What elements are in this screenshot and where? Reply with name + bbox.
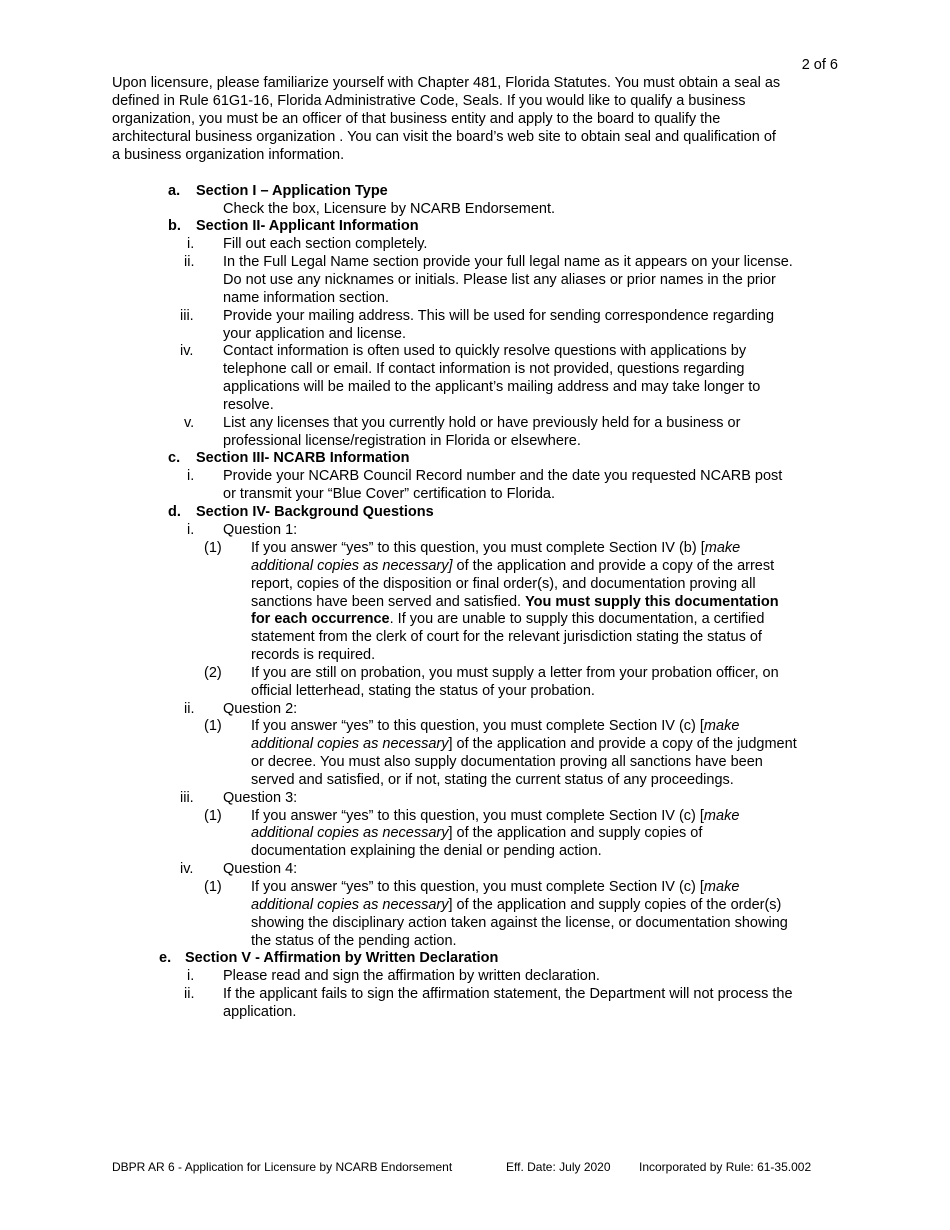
section-a-marker: a. — [168, 183, 181, 199]
paragraph-line — [251, 539, 740, 557]
sub-marker: (1) — [204, 808, 222, 824]
text-run: . If you are unable to supply this documentation, a certified — [389, 611, 765, 627]
section-d-marker: d. — [168, 504, 181, 520]
text-run: ] of the application and supply copies of — [448, 825, 703, 841]
text-run: ] of the application and supply copies of the order(s) — [448, 897, 782, 913]
list-marker: iii. — [180, 308, 194, 324]
list-item-line: your application and license. — [223, 326, 406, 342]
list-item-line: telephone call or email. If contact information is not provided, questions regarding — [223, 361, 745, 377]
paragraph-line: statement from the clerk of court for the relevant jurisdiction stating the status of — [251, 629, 762, 645]
intro-line: Upon licensure, please familiarize yourself with Chapter 481, Florida Statutes. You must obtain a seal as — [112, 75, 781, 91]
text-run: sanctions have been served and satisfied. — [251, 594, 526, 610]
text-run: ] of the application and provide a copy of the judgment — [448, 736, 797, 752]
section-c-marker: c. — [168, 450, 181, 466]
paragraph-line: records is required. — [251, 647, 376, 663]
section-e-title: Section V - Affirmation by Written Declaration — [185, 950, 499, 966]
list-item-line: Do not use any nicknames or initials. Please list any aliases or prior names in the prior — [223, 272, 776, 288]
list-marker: v. — [184, 415, 195, 431]
list-item-line: application. — [223, 1004, 297, 1020]
paragraph-line — [251, 610, 764, 628]
list-marker: i. — [187, 236, 195, 252]
intro-line: defined in Rule 61G1-16, Florida Administrative Code, Seals. If you would like to qualify a business — [112, 93, 746, 109]
list-marker: i. — [187, 468, 195, 484]
list-item-line: Fill out each section completely. — [223, 236, 428, 252]
intro-line: architectural business organization . You can visit the board’s web site to obtain seal and qualification of — [112, 129, 776, 145]
list-item-line: Provide your NCARB Council Record number and the date you requested NCARB post — [223, 468, 783, 484]
section-c-title: Section III- NCARB Information — [196, 450, 410, 466]
italic-text: make — [703, 808, 740, 824]
italic-text: make — [703, 879, 740, 895]
question-label: Question 1: — [223, 522, 298, 538]
question-label: Question 2: — [223, 701, 298, 717]
list-marker: ii. — [184, 986, 195, 1002]
paragraph-line — [251, 824, 702, 842]
paragraph-line: served and satisfied, or if not, stating the current status of any proceedings. — [251, 772, 734, 788]
list-item-line: name information section. — [223, 290, 390, 306]
list-item-line: If the applicant fails to sign the affirmation statement, the Department will not process the — [223, 986, 793, 1002]
bold-text: You must supply this documentation — [525, 594, 779, 610]
sub-marker: (1) — [204, 879, 222, 895]
paragraph-line: report, copies of the disposition or final order(s), and documentation proving all — [251, 576, 756, 592]
footer-eff-date: Eff. Date: July 2020 — [506, 1160, 611, 1174]
list-item-line: Provide your mailing address. This will be used for sending correspondence regarding — [223, 308, 775, 324]
paragraph-line: the status of the pending action. — [251, 933, 457, 949]
list-item-line: or transmit your “Blue Cover” certification to Florida. — [223, 486, 555, 502]
italic-text: make — [703, 718, 740, 734]
text-run: If you answer “yes” to this question, you must complete Section IV (c) [ — [251, 718, 704, 734]
section-b-title: Section II- Applicant Information — [196, 218, 419, 234]
text-run: If you answer “yes” to this question, you must complete Section IV (c) [ — [251, 879, 704, 895]
text-run: If you answer “yes” to this question, you must complete Section IV (c) [ — [251, 808, 704, 824]
text-run: of the application and provide a copy of the arrest — [452, 558, 775, 574]
intro-line: organization, you must be an officer of that business entity and apply to the board to qualify the — [112, 111, 721, 127]
paragraph-line — [251, 557, 774, 575]
footer-form-title: DBPR AR 6 - Application for Licensure by NCARB Endorsement — [112, 1160, 453, 1174]
list-item-line: List any licenses that you currently hold or have previously held for a business or — [223, 415, 741, 431]
italic-text: additional copies as necessary — [251, 825, 449, 841]
list-marker: ii. — [184, 701, 195, 717]
list-item-line: applications will be mailed to the applicant’s mailing address and may take longer to — [223, 379, 761, 395]
paragraph-line: documentation explaining the denial or pending action. — [251, 843, 602, 859]
paragraph-line: showing the disciplinary action taken against the license, or documentation showing — [251, 915, 788, 931]
list-marker: i. — [187, 968, 195, 984]
paragraph-line — [251, 807, 739, 825]
page-number: 2 of 6 — [801, 57, 838, 73]
text-run: If you answer “yes” to this question, you must complete Section IV (b) [ — [251, 540, 705, 556]
section-a-text: Check the box, Licensure by NCARB Endorsement. — [223, 201, 556, 217]
italic-text: additional copies as necessary — [251, 897, 449, 913]
list-item-line: In the Full Legal Name section provide your full legal name as it appears on your license. — [223, 254, 793, 270]
question-label: Question 4: — [223, 861, 298, 877]
section-d-title: Section IV- Background Questions — [196, 504, 434, 520]
italic-text: additional copies as necessary] — [251, 558, 453, 574]
italic-text: additional copies as necessary — [251, 736, 449, 752]
list-item-line: Please read and sign the affirmation by written declaration. — [223, 968, 600, 984]
paragraph-line: official letterhead, stating the status of your probation. — [251, 683, 595, 699]
footer-rule: Incorporated by Rule: 61-35.002 — [639, 1160, 812, 1174]
italic-text: make — [704, 540, 741, 556]
list-marker: i. — [187, 522, 195, 538]
bold-text: for each occurrence — [251, 611, 390, 627]
sub-marker: (1) — [204, 718, 222, 734]
list-marker: ii. — [184, 254, 195, 270]
paragraph-line — [251, 896, 781, 914]
sub-marker: (1) — [204, 540, 222, 556]
question-label: Question 3: — [223, 790, 298, 806]
list-item-line: Contact information is often used to quickly resolve questions with applications by — [223, 343, 747, 359]
list-marker: iv. — [180, 861, 194, 877]
paragraph-line — [251, 593, 779, 611]
list-marker: iv. — [180, 343, 194, 359]
section-e-marker: e. — [159, 950, 172, 966]
list-item-line: resolve. — [223, 397, 274, 413]
section-a-title: Section I – Application Type — [196, 183, 388, 199]
list-item-line: professional license/registration in Florida or elsewhere. — [223, 433, 581, 449]
paragraph-line — [251, 735, 797, 753]
paragraph-line — [251, 717, 739, 735]
paragraph-line: If you are still on probation, you must supply a letter from your probation officer, on — [251, 665, 779, 681]
paragraph-line — [251, 878, 739, 896]
section-b-marker: b. — [168, 218, 181, 234]
list-marker: iii. — [180, 790, 194, 806]
sub-marker: (2) — [204, 665, 222, 681]
intro-line: a business organization information. — [112, 147, 345, 163]
paragraph-line: or decree. You must also supply documentation proving all sanctions have been — [251, 754, 763, 770]
